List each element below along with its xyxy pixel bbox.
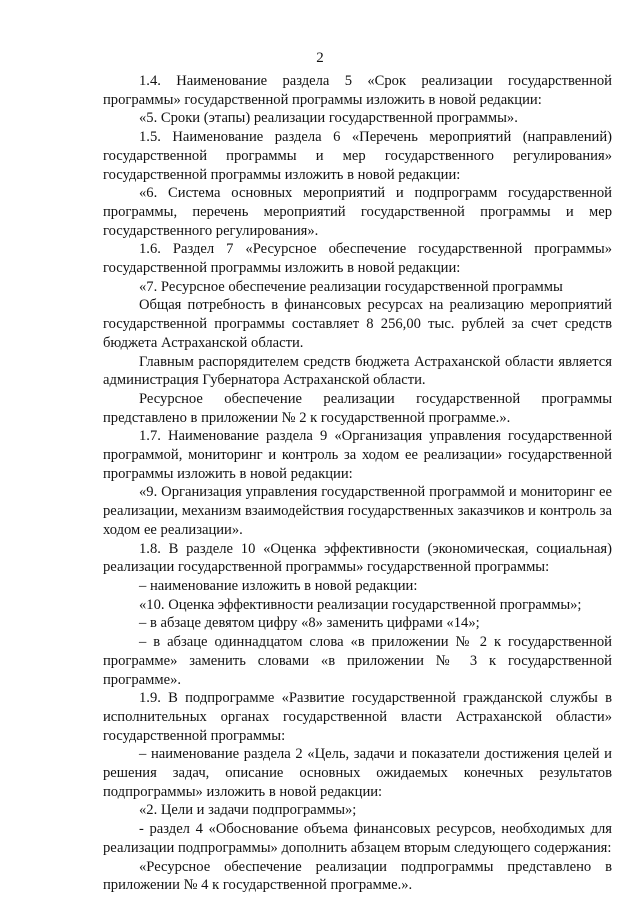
paragraph-section-10-title: «10. Оценка эффективности реализации государственной программы»; (139, 596, 582, 613)
paragraph-section-4-item: - раздел 4 «Обоснование объема финансовых ресурсов, необходимых для реализации подпрограммы» дополнить абзацем вторым следующего содержания: (103, 821, 612, 856)
page-number: 2 (316, 50, 324, 66)
paragraph-main-manager: Главным распорядителем средств бюджета Астраханской области является администрация Губернатора Астраханской области. (103, 353, 612, 389)
paragraph-financing-total: Общая потребность в финансовых ресурсах на реализацию мероприятий государственной программы составляет 8 256,00 тыс. рублей за счет средств бюджета Астраханской области. (103, 297, 612, 351)
paragraph-section-9-title: «9. Организация управления государственной программой и мониторинг ее реализации, механизм взаимодействия государственных заказчиков и контроль за ходом ее реализации». (103, 484, 612, 538)
paragraph-section-6-title: «6. Система основных мероприятий и подпрограмм государственной программы, перечень мероприятий государственной программы и мер государственного регулирования». (103, 185, 612, 239)
paragraph-section-2-title: «2. Цели и задачи подпрограммы»; (139, 802, 357, 819)
paragraph-section-2-rename: – наименование раздела 2 «Цель, задачи и показатели достижения целей и решения задач, описание основных ожидаемых конечных результатов подпрограммы» изложить в новой редакции: (103, 746, 612, 800)
paragraph-rename-item: – наименование изложить в новой редакции: (139, 577, 418, 594)
document-body (103, 72, 612, 895)
paragraph-1-6: 1.6. Раздел 7 «Ресурсное обеспечение государственной программы» государственной программы изложить в новой редакции: (103, 241, 612, 277)
paragraph-section-7-title: «7. Ресурсное обеспечение реализации государственной программы (139, 278, 563, 295)
paragraph-ninth-para-item: – в абзаце девятом цифру «8» заменить цифрами «14»; (139, 615, 480, 632)
paragraph-1-4: 1.4. Наименование раздела 5 «Срок реализации государственной программы» государственной программы изложить в новой редакции: (103, 73, 612, 108)
paragraph-section-5-title: «5. Сроки (этапы) реализации государственной программы». (139, 110, 518, 127)
paragraph-subprogram-appendix: «Ресурсное обеспечение реализации подпрограммы представлено в приложении № 4 к государственной программе.». (103, 858, 612, 894)
paragraph-1-9: 1.9. В подпрограмме «Развитие государственной гражданской службы в исполнительных органах государственной власти Астраханской области» государственной программы: (103, 690, 612, 744)
paragraph-1-5: 1.5. Наименование раздела 6 «Перечень мероприятий (направлений) государственной программы и мер государственного регулирования» государственной программы изложить в новой редакции: (103, 129, 612, 183)
paragraph-1-7: 1.7. Наименование раздела 9 «Организация управления государственной программой, мониторинг и контроль за ходом ее реализации» государственной программы изложить в новой редакции: (103, 428, 612, 482)
paragraph-resource-appendix: Ресурсное обеспечение реализации государственной программы представлено в приложении № 2 к государственной программе.». (103, 390, 612, 426)
paragraph-eleventh-para-item: – в абзаце одиннадцатом слова «в приложении № 2 к государственной программе» заменить словами «в приложении № 3 к государственной программе». (103, 634, 612, 688)
paragraph-1-8: 1.8. В разделе 10 «Оценка эффективности (экономическая, социальная) реализации государственной программы» государственной программы: (103, 540, 612, 576)
